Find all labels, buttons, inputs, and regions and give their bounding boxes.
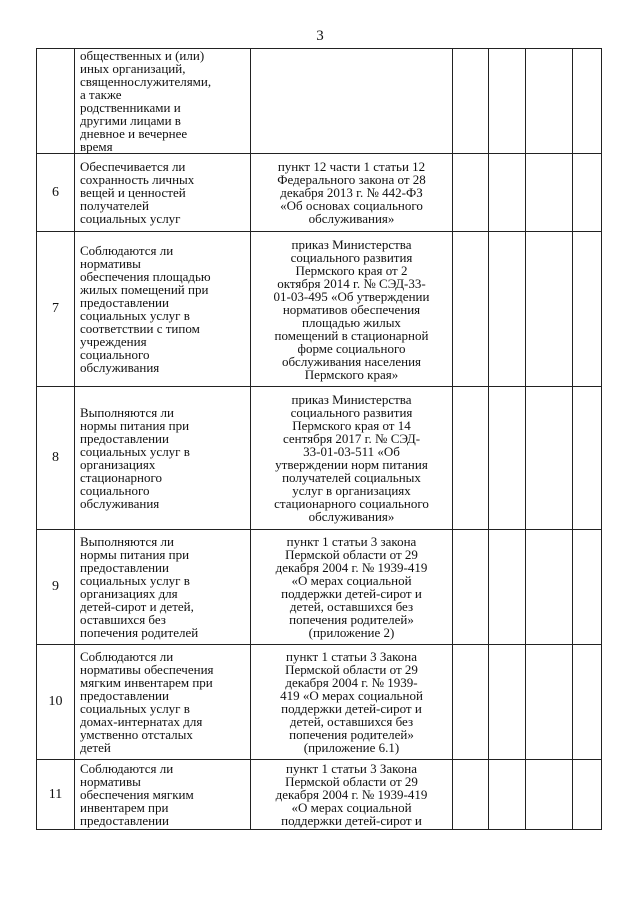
legal-basis-cell: [251, 232, 453, 387]
table-row: [37, 760, 602, 830]
answer-yes-cell: [453, 530, 489, 645]
legal-basis-cell: [251, 387, 453, 530]
legal-basis-text: приказ Министерства социального развития Пермского края от 14 сентября 2017 г. № СЭД- 33-01-03-511 «Об утверждении норм питания получателей социальных услуг в организациях стационарного социального обслуживания»: [274, 392, 429, 524]
answer-yes-cell: [453, 154, 489, 232]
question-text: Соблюдаются ли нормативы обеспечения площадью жилых помещений при предоставлении социальных услуг в соответствии с типом учреждения социального обслуживания: [80, 243, 211, 375]
answer-yes-cell: [453, 387, 489, 530]
row-number: 9: [37, 530, 75, 645]
answer-yes-cell: [453, 49, 489, 154]
legal-basis-text: пункт 1 статьи 3 Закона Пермской области от 29 декабря 2004 г. № 1939- 419 «О мерах социальной поддержки детей-сирот и детей, оставшихся без попечения родителей» (приложение 6.1): [280, 649, 423, 755]
answer-yes-cell: [453, 645, 489, 760]
checklist-table: [36, 48, 602, 830]
question-text: Выполняются ли нормы питания при предоставлении социальных услуг в организациях стационарного социального обслуживания: [80, 405, 190, 511]
question-cell: [75, 530, 251, 645]
question-cell: [75, 49, 251, 154]
legal-basis-cell: [251, 645, 453, 760]
table-row: [37, 49, 602, 154]
page-number: 3: [316, 28, 324, 44]
answer-no-cell: [489, 760, 526, 830]
answer-yes-cell: [453, 760, 489, 830]
answer-no-cell: [489, 387, 526, 530]
table-row: [37, 530, 602, 645]
table-row: [37, 645, 602, 760]
question-text: Выполняются ли нормы питания при предоставлении социальных услуг в организациях для детей-сирот и детей, оставшихся без попечения родителей: [80, 534, 199, 640]
table-row: [37, 387, 602, 530]
answer-na-cell: [526, 387, 573, 530]
legal-basis-cell: [251, 154, 453, 232]
answer-no-cell: [489, 154, 526, 232]
answer-no-cell: [489, 49, 526, 154]
note-cell: [573, 645, 602, 760]
answer-na-cell: [526, 154, 573, 232]
row-number: [37, 49, 75, 154]
answer-na-cell: [526, 232, 573, 387]
legal-basis-text: пункт 1 статьи 3 закона Пермской области от 29 декабря 2004 г. № 1939-419 «О мерах социальной поддержки детей-сирот и детей, оставшихся без попечения родителей» (приложение 2): [275, 534, 428, 640]
legal-basis-text: приказ Министерства социального развития Пермского края от 2 октября 2014 г. № СЭД-33- 01-03-495 «Об утверждении нормативов обеспечения площадью жилых помещений в стационарной форме социального обслуживания населения Пермского края»: [273, 236, 430, 382]
question-text: общественных и (или) иных организаций, священнослужителями, а также родственниками и другими лицами в дневное и вечернее время: [80, 48, 212, 154]
question-text: Обеспечивается ли сохранность личных вещей и ценностей получателей социальных услуг: [80, 159, 195, 226]
row-number: 7: [37, 232, 75, 387]
question-cell: [75, 387, 251, 530]
question-cell: [75, 154, 251, 232]
answer-na-cell: [526, 49, 573, 154]
note-cell: [573, 760, 602, 830]
note-cell: [573, 49, 602, 154]
question-cell: [75, 760, 251, 830]
row-number: 8: [37, 387, 75, 530]
legal-basis-cell: [251, 530, 453, 645]
row-number: 6: [37, 154, 75, 232]
legal-basis-text: пункт 12 части 1 статьи 12 Федерального закона от 28 декабря 2013 г. № 442-ФЗ «Об основах социального обслуживания»: [277, 159, 426, 226]
question-text: Соблюдаются ли нормативы обеспечения мягким инвентарем при предоставлении: [80, 761, 194, 828]
answer-no-cell: [489, 530, 526, 645]
legal-basis-cell: [251, 49, 453, 154]
note-cell: [573, 154, 602, 232]
row-number: 11: [37, 760, 75, 830]
note-cell: [573, 232, 602, 387]
answer-na-cell: [526, 760, 573, 830]
question-cell: [75, 232, 251, 387]
question-cell: [75, 645, 251, 760]
legal-basis-cell: [251, 760, 453, 830]
answer-na-cell: [526, 645, 573, 760]
answer-no-cell: [489, 232, 526, 387]
table-row: [37, 154, 602, 232]
row-number: 10: [37, 645, 75, 760]
legal-basis-text: пункт 1 статьи 3 Закона Пермской области от 29 декабря 2004 г. № 1939-419 «О мерах социальной поддержки детей-сирот и: [275, 761, 428, 828]
answer-na-cell: [526, 530, 573, 645]
answer-yes-cell: [453, 232, 489, 387]
table-row: [37, 232, 602, 387]
answer-no-cell: [489, 645, 526, 760]
note-cell: [573, 530, 602, 645]
question-text: Соблюдаются ли нормативы обеспечения мягким инвентарем при предоставлении социальных услуг в домах-интернатах для умственно отсталых детей: [80, 649, 214, 755]
note-cell: [573, 387, 602, 530]
